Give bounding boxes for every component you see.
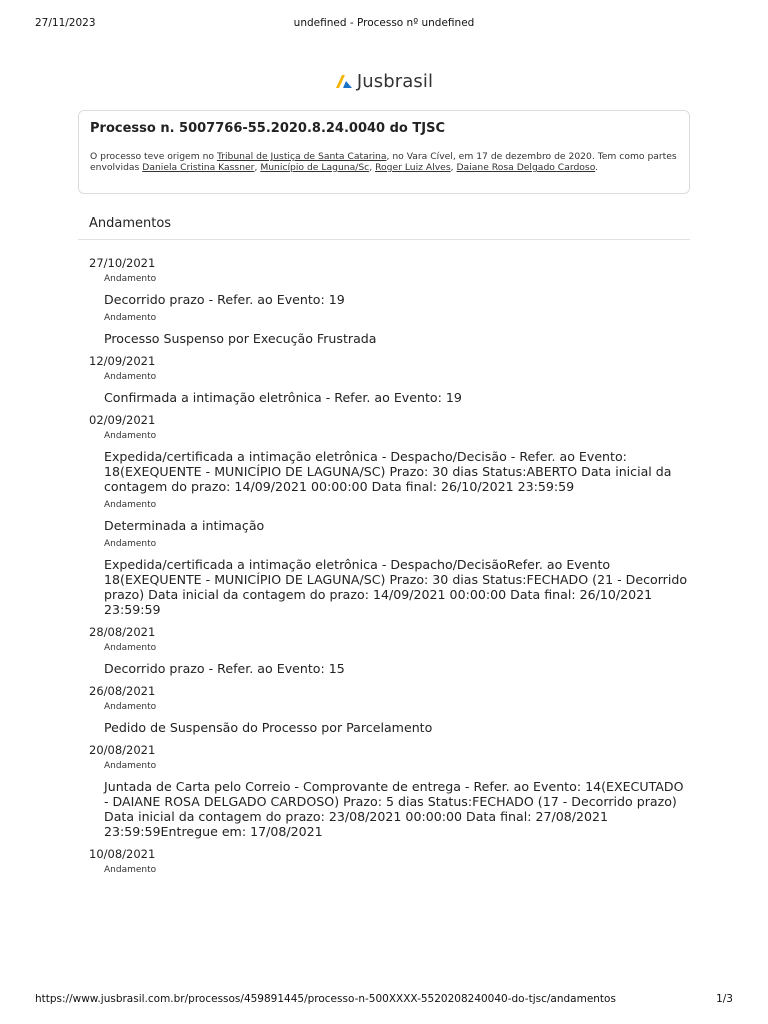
group-date: 20/08/2021 [89,743,156,757]
timeline-entry [104,372,689,405]
timeline-group [89,684,689,735]
process-description [90,151,678,173]
entry-label: Andamento [104,274,157,284]
entry-label: Andamento [104,539,157,549]
print-footer [0,993,768,1007]
jusbrasil-logo-icon [335,73,353,89]
timeline [89,256,689,884]
timeline-entry [104,761,689,839]
group-date: 27/10/2021 [89,256,156,270]
process-title: Processo n. 5007766-55.2020.8.24.0040 do TJSC [90,121,445,136]
party-link[interactable]: Daiane Rosa Delgado Cardoso [456,162,596,173]
party-link[interactable]: Roger Luiz Alves [375,162,451,173]
separator: , [369,162,376,173]
court-link[interactable]: Tribunal de Justiça de Santa Catarina [216,151,387,162]
timeline-entry [104,274,689,307]
print-title: undefined - Processo nº undefined [293,17,475,29]
print-date: 27/11/2023 [35,17,96,29]
timeline-group [89,847,689,876]
print-url: https://www.jusbrasil.com.br/processos/459891445/processo-n-500XXXX-5520208240040-do-tjsc/andamentos [35,993,616,1005]
entry-label: Andamento [104,865,157,875]
group-date: 10/08/2021 [89,847,156,861]
entry-text: Expedida/certificada a intimação eletrônica - Despacho/Decisão - Refer. ao Evento: 18(EXEQUENTE - MUNICÍPIO DE LAGUNA/SC) Prazo: 30 dias Status:ABERTO Data inicial da contagem do prazo: 14/09/2021 00:00:00 Data final: 26/10/2021 23:59:59 [104,449,672,494]
desc-text: O processo teve origem no [90,151,217,162]
entry-label: Andamento [104,313,157,323]
separator: . [595,162,599,173]
timeline-entry [104,643,689,676]
timeline-entry [104,702,689,735]
entry-text: Processo Suspenso por Execução Frustrada [104,331,377,346]
timeline-group [89,354,689,405]
timeline-group [89,625,689,676]
entry-text: Expedida/certificada a intimação eletrônica - Despacho/DecisãoRefer. ao Evento 18(EXEQUENTE - MUNICÍPIO DE LAGUNA/SC) Prazo: 30 dias Status:FECHADO (21 - Decorrido prazo) Data inicial da contagem do prazo: 14/09/2021 00:00:00 Data final: 26/10/2021 23:59:59 [104,557,688,617]
entry-text: Juntada de Carta pelo Correio - Comprovante de entrega - Refer. ao Evento: 14(EXECUTADO - DAIANE ROSA DELGADO CARDOSO) Prazo: 5 dias Status:FECHADO (17 - Decorrido prazo) Data inicial da contagem do prazo: 23/08/2021 00:00:00 Data final: 27/08/2021 23:59:59Entregue em: 17/08/2021 [104,779,684,839]
group-date: 26/08/2021 [89,684,156,698]
separator: , [254,162,261,173]
entry-text: Pedido de Suspensão do Processo por Parcelamento [104,720,433,735]
print-header [0,17,768,31]
party-link[interactable]: Município de Laguna/Sc [260,162,370,173]
entry-label: Andamento [104,500,157,510]
section-divider [78,239,690,240]
separator: , [450,162,457,173]
timeline-entry [104,539,689,617]
timeline-group [89,743,689,839]
section-title: Andamentos [89,216,172,231]
timeline-group [89,256,689,346]
logo-text: Jusbrasil [356,70,434,92]
entry-label: Andamento [104,761,157,771]
entry-label: Andamento [104,372,157,382]
entry-label: Andamento [104,702,157,712]
group-date: 28/08/2021 [89,625,156,639]
page-number: 1/3 [716,993,733,1005]
jusbrasil-logo[interactable] [0,70,768,92]
party-link[interactable]: Daniela Cristina Kassner [142,162,255,173]
entry-label: Andamento [104,643,157,653]
entry-text: Decorrido prazo - Refer. ao Evento: 15 [104,661,345,676]
group-date: 02/09/2021 [89,413,156,427]
timeline-group [89,413,689,617]
process-card [78,110,690,194]
desc-text: , no Vara Cível, em 17 de dezembro de 2020. Tem como partes envolvidas [90,151,677,173]
entry-text: Determinada a intimação [104,518,265,533]
timeline-entry [104,500,689,533]
timeline-entry [104,313,689,346]
timeline-entry [104,865,689,876]
entry-label: Andamento [104,431,157,441]
entry-text: Confirmada a intimação eletrônica - Refer. ao Evento: 19 [104,390,462,405]
group-date: 12/09/2021 [89,354,156,368]
entry-text: Decorrido prazo - Refer. ao Evento: 19 [104,292,345,307]
timeline-entry [104,431,689,494]
